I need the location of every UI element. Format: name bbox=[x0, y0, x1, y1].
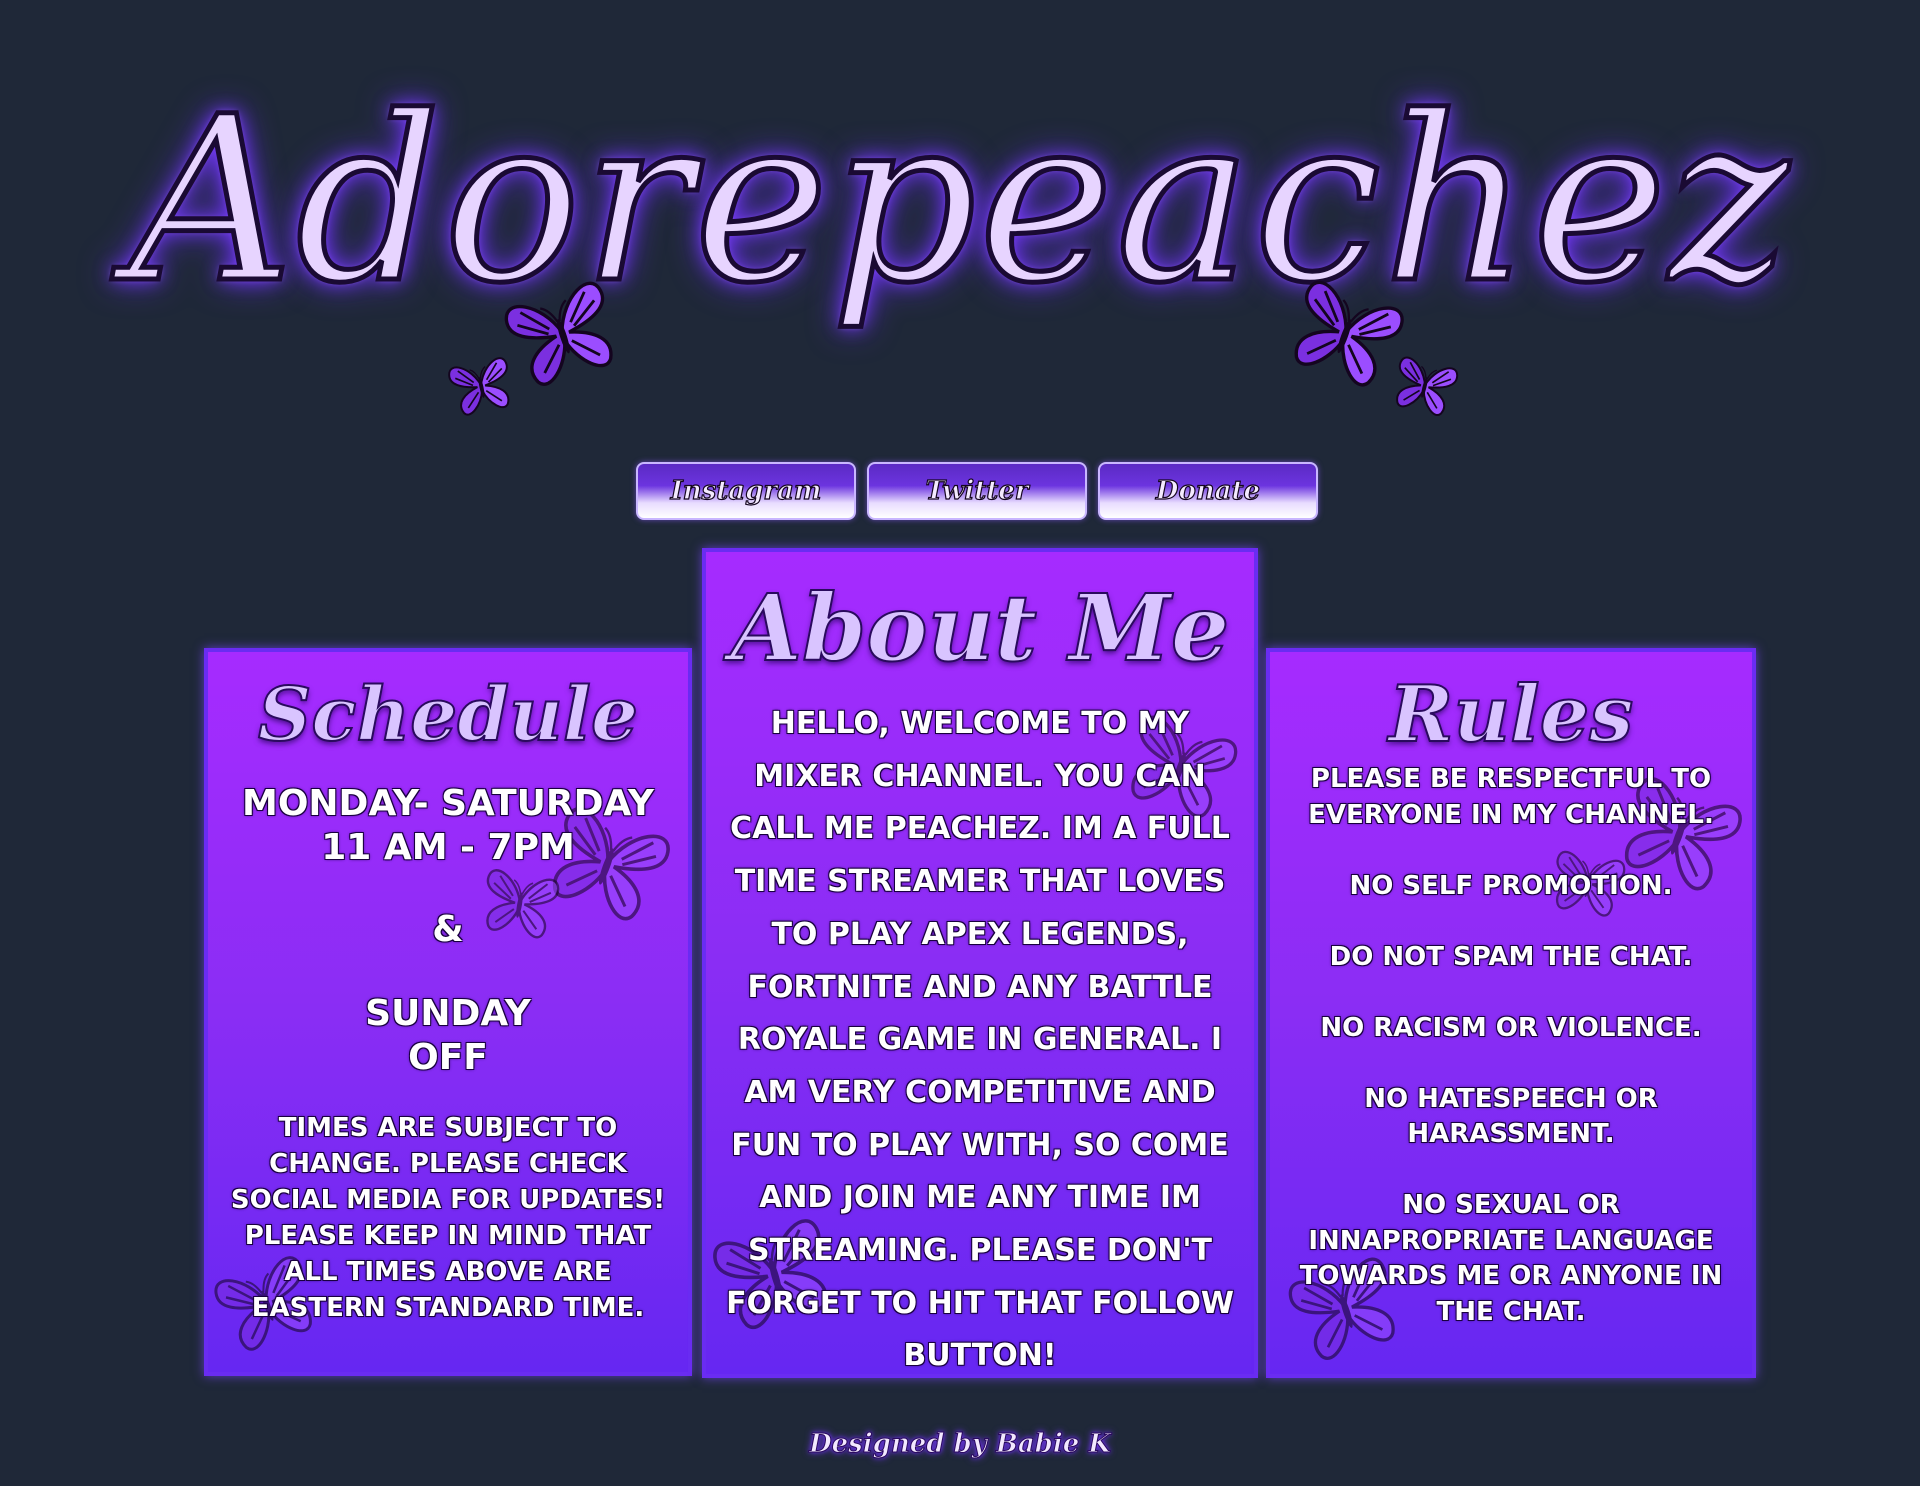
about-text: HELLO, WELCOME TO MY MIXER CHANNEL. YOU CAN CALL ME PEACHEZ. IM A FULL TIME STREAMER THAT LOVES TO PLAY APEX LEGENDS, FORTNITE AND ANY BATTLE ROYALE GAME IN GENERAL. I AM VERY COMPETITIVE AND FUN TO PLAY WITH, SO COME AND JOIN ME ANY TIME IM STREAMING. PLEASE DON'T FORGET TO HIT THAT FOLLOW BUTTON! bbox=[726, 706, 1234, 1374]
rules-panel bbox=[1266, 648, 1756, 1378]
schedule-title: Schedule bbox=[257, 672, 639, 758]
schedule-panel bbox=[204, 648, 692, 1376]
rule-item: NO RACISM OR VIOLENCE. bbox=[1320, 1012, 1702, 1043]
rule-item: DO NOT SPAM THE CHAT. bbox=[1329, 941, 1693, 972]
logo-title: Adorepeachez bbox=[128, 67, 1792, 333]
about-title: About Me bbox=[730, 574, 1230, 682]
twitter-button-label: Twitter bbox=[925, 476, 1029, 506]
schedule-sunday-status: OFF bbox=[408, 1037, 488, 1078]
instagram-button[interactable] bbox=[636, 462, 856, 520]
schedule-hours-text: 11 AM - 7PM bbox=[321, 827, 575, 868]
instagram-button-label: Instagram bbox=[670, 476, 822, 506]
schedule-sunday bbox=[208, 992, 688, 1080]
rule-item: PLEASE BE RESPECTFUL TO EVERYONE IN MY CHANNEL. bbox=[1308, 764, 1714, 830]
schedule-days-text: MONDAY- SATURDAY bbox=[242, 783, 654, 824]
rule-item: NO HATESPEECH OR HARASSMENT. bbox=[1364, 1083, 1658, 1149]
butterfly-icon bbox=[442, 346, 520, 424]
donate-button[interactable] bbox=[1098, 462, 1318, 520]
about-panel bbox=[702, 548, 1258, 1378]
schedule-weekdays bbox=[208, 782, 688, 870]
rules-list bbox=[1270, 762, 1752, 1330]
schedule-note: TIMES ARE SUBJECT TO CHANGE. PLEASE CHECK SOCIAL MEDIA FOR UPDATES! PLEASE KEEP IN MIND THAT ALL TIMES ABOVE ARE EASTERN STANDARD TIME. bbox=[230, 1113, 666, 1323]
rule-item: NO SELF PROMOTION. bbox=[1349, 870, 1673, 901]
schedule-sunday-text: SUNDAY bbox=[365, 993, 531, 1034]
donate-button-label: Donate bbox=[1155, 476, 1261, 506]
logo bbox=[0, 67, 1920, 400]
designer-credit: Designed by Babie K bbox=[809, 1429, 1111, 1459]
twitter-button[interactable] bbox=[867, 462, 1087, 520]
rule-item: NO SEXUAL OR INNAPROPRIATE LANGUAGE TOWARDS ME OR ANYONE IN THE CHAT. bbox=[1299, 1190, 1723, 1327]
schedule-ampersand: & bbox=[432, 909, 464, 950]
social-links bbox=[636, 462, 1316, 518]
rules-title: Rules bbox=[1388, 669, 1634, 760]
butterfly-icon bbox=[1385, 345, 1465, 425]
